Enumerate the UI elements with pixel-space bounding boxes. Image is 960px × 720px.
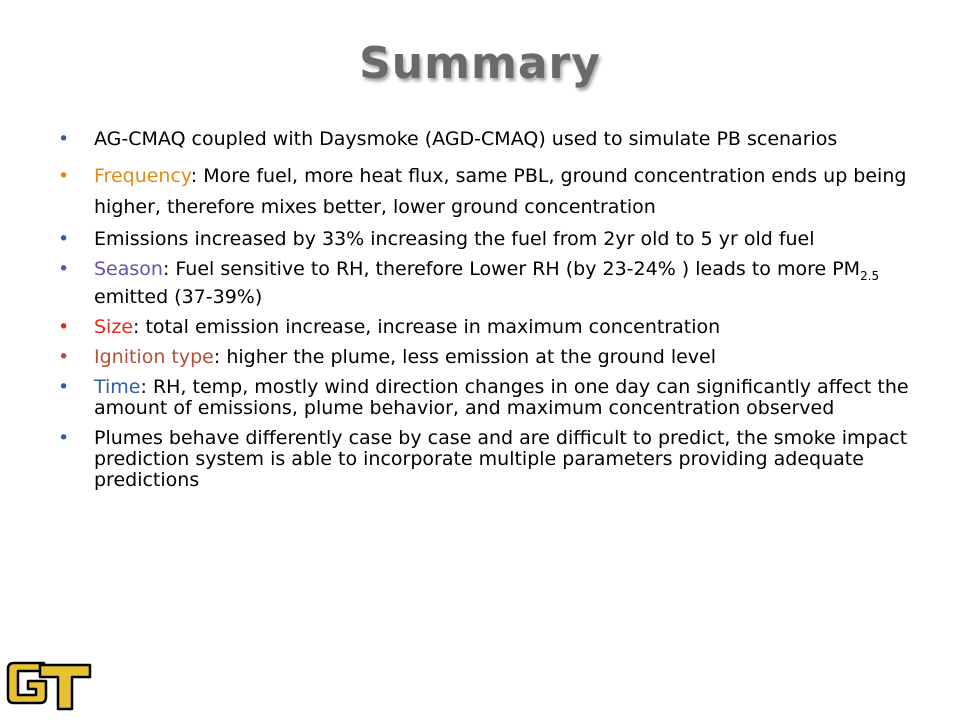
bullet-lead: Time bbox=[94, 376, 141, 398]
bullet-lead: Season bbox=[94, 258, 163, 280]
subscript: 2.5 bbox=[860, 269, 880, 283]
bullet-item bbox=[58, 229, 938, 250]
bullet-text-tail: emitted (37-39%) bbox=[94, 286, 263, 308]
bullet-item bbox=[58, 428, 938, 491]
bullet-lead: Ignition type bbox=[94, 346, 214, 368]
bullet-text: : Fuel sensitive to RH, therefore Lower RH (by 23-24% ) leads to more PM bbox=[162, 258, 861, 280]
bullet-text: AG-CMAQ coupled with Daysmoke (AGD-CMAQ) used to simulate PB scenarios bbox=[94, 128, 838, 150]
bullet-item bbox=[58, 377, 938, 419]
logo-letter-t bbox=[40, 665, 90, 709]
bullet-dot-icon: • bbox=[58, 427, 70, 449]
bullet-dot-icon: • bbox=[58, 165, 70, 187]
bullet-text: : RH, temp, mostly wind direction changes in one day can significantly affect the amount of emissions, plume behavior, and maximum concentration observed bbox=[94, 376, 909, 419]
bullet-text: : More fuel, more heat flux, same PBL, ground concentration ends up being higher, therefore mixes better, lower ground concentration bbox=[94, 165, 907, 218]
bullet-text: : higher the plume, less emission at the ground level bbox=[213, 346, 717, 368]
bullet-item bbox=[58, 161, 938, 223]
bullet-lead: Size bbox=[94, 316, 134, 338]
gt-logo bbox=[6, 655, 92, 713]
bullet-text: Plumes behave differently case by case and are difficult to predict, the smoke impact prediction system is able to incorporate multiple parameters providing adequate predictions bbox=[94, 427, 908, 491]
bullet-item bbox=[58, 124, 938, 155]
bullet-text: Emissions increased by 33% increasing the fuel from 2yr old to 5 yr old fuel bbox=[94, 228, 815, 250]
bullet-item bbox=[58, 347, 938, 368]
slide-title: Summary bbox=[359, 38, 601, 89]
bullet-item bbox=[58, 259, 938, 308]
bullet-dot-icon: • bbox=[58, 258, 70, 280]
bullet-lead: Frequency bbox=[94, 165, 191, 187]
bullet-text: : total emission increase, increase in maximum concentration bbox=[133, 316, 721, 338]
bullet-item bbox=[58, 317, 938, 338]
bullet-list bbox=[58, 124, 938, 500]
bullet-dot-icon: • bbox=[58, 316, 70, 338]
bullet-dot-icon: • bbox=[58, 376, 70, 398]
bullet-dot-icon: • bbox=[58, 128, 70, 150]
bullet-dot-icon: • bbox=[58, 346, 70, 368]
bullet-dot-icon: • bbox=[58, 228, 70, 250]
